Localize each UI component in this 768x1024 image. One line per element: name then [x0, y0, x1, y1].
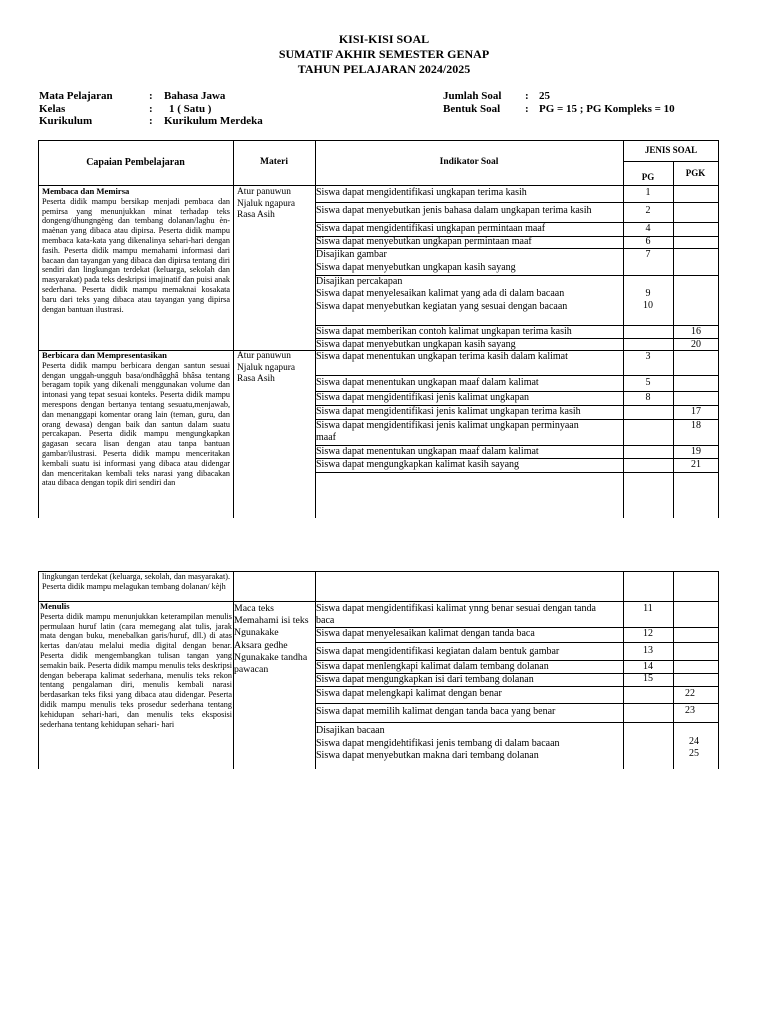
pg-16: 11 — [643, 603, 653, 614]
info-mapel: Mata Pelajaran : Bahasa Jawa — [39, 90, 226, 102]
materi-item: Memahami isi teks — [234, 615, 309, 627]
materi-item: Rasa Asih — [237, 374, 275, 384]
pg-6b: 10 — [643, 300, 653, 311]
indikator-21: Siswa dapat melengkapi kalimat dengan benar — [316, 688, 502, 699]
cp-berbicara-continued: lingkungan terdekat (keluarga, sekolah, dan masyarakat). Peserta didik mampu melagukan tembang dolanan/ kèjh — [42, 572, 230, 591]
pgk-23b: 25 — [689, 748, 699, 759]
indikator-6a: Disajikan percakapan — [316, 276, 403, 287]
header-materi: Materi — [260, 157, 288, 167]
indikator-11: Siswa dapat mengidentifikasi jenis kalimat ungkapan — [316, 392, 530, 403]
indikator-6b: Siswa dapat menyelesaikan kalimat yang ada di dalam bacaan — [316, 288, 565, 299]
pgk-15: 21 — [691, 459, 701, 470]
pgk-14: 19 — [691, 446, 701, 457]
indikator-8: Siswa dapat menyebutkan ungkapan kasih sayang — [316, 339, 516, 350]
header-jenis-soal: JENIS SOAL — [644, 145, 698, 155]
indikator-5b: Siswa dapat menyebutkan ungkapan kasih sayang — [316, 262, 516, 273]
document-subtitle: SUMATIF AKHIR SEMESTER GENAP — [278, 47, 490, 61]
cp-menulis-title: Menulis — [40, 601, 70, 611]
indikator-15: Siswa dapat mengungkapkan kalimat kasih sayang — [316, 459, 520, 470]
cp-berbicara-title: Berbicara dan Mempresentasikan — [42, 351, 167, 360]
pg-11: 8 — [645, 392, 651, 403]
indikator-14: Siswa dapat menentukan ungkapan maaf dalam kalimat — [316, 446, 539, 457]
materi-item: Atur panuwun — [237, 187, 291, 197]
indikator-1: Siswa dapat mengidentifikasi ungkapan terima kasih — [316, 187, 527, 198]
indikator-6c: Siswa dapat menyebutkan kegiatan yang sesuai dengan bacaan — [316, 301, 568, 312]
materi-item: Aksara gedhe — [234, 639, 288, 651]
header-pg: PG — [641, 172, 655, 182]
indikator-5a: Disajikan gambar — [316, 249, 387, 260]
materi-s2 — [237, 351, 295, 386]
pgk-7: 16 — [691, 326, 701, 337]
document-title: KISI-KISI SOAL — [338, 32, 430, 46]
pg-4: 6 — [645, 236, 651, 247]
indikator-19: Siswa dapat menlengkapi kalimat dalam tembang dolanan — [316, 661, 549, 672]
info-kurikulum: Kurikulum : Kurikulum Merdeka — [39, 115, 263, 127]
info-bentuk: Bentuk Soal : PG = 15 ; PG Kompleks = 10 — [443, 102, 675, 115]
indikator-16b: baca — [316, 615, 335, 626]
academic-year: TAHUN PELAJARAN 2024/2025 — [297, 62, 471, 76]
indikator-13a: Siswa dapat mengidentifikasi jenis kalimat ungkapan perminyaan — [316, 420, 579, 431]
info-kelas: Kelas : 1 ( Satu ) — [39, 102, 212, 115]
pgk-22: 23 — [685, 705, 695, 716]
indikator-23c: Siswa dapat menyebutkan makna dari tembang dolanan — [316, 750, 539, 761]
indikator-16a: Siswa dapat mengidentifikasi kalimat ynng benar sesuai dengan tanda — [316, 603, 596, 614]
indikator-12: Siswa dapat mengidentifikasi jenis kalimat ungkapan terima kasih — [316, 406, 581, 417]
pg-6: 9 — [645, 288, 651, 299]
cp-menulis-body: Peserta didik mampu menunjukkan keterampilan menulis permulaan huruf latin (cara memegang alat tulis, jarak mata dengan buku, menebalkan garis/huruf, dll.) di atas kertas dan/atau melalui media digital dengan benar. Peserta didik mengembangkan tulisan tangan yang semakin baik. Peserta didik mampu menulis teks deskripsi dengan beberapa kalimat sederhana, menulis teks rekon tentang pengalaman diri, menulis kembali narasi berdasarkan teks fiksi yang dibaca atau didengar. Peserta didik mampu menulis teks prosedur sederhana tentang kehidupan sehari-hari, dan menulis teks eksposisi sederhana tentang kehidupan sehari- hari — [40, 611, 232, 729]
materi-item: Maca teks — [234, 603, 274, 614]
materi-s3 — [234, 603, 309, 676]
header-capaian: Capaian Pembelajaran — [86, 157, 185, 168]
header-pgk: PGK — [685, 168, 706, 178]
pg-5: 7 — [645, 249, 651, 260]
pgk-13: 18 — [691, 420, 701, 431]
indikator-18: Siswa dapat mengidentifikasi kegiatan dalam bentuk gambar — [316, 646, 560, 657]
pg-20: 15 — [643, 673, 653, 684]
indikator-23b: Siswa dapat mengidehtifikasi jenis tembang di dalam bacaan — [316, 738, 560, 749]
pg-9: 3 — [645, 351, 651, 362]
indikator-4: Siswa dapat menyebutkan ungkapan permintaan maaf — [316, 236, 532, 247]
indikator-2: Siswa dapat menyebutkan jenis bahasa dalam ungkapan terima kasih — [316, 205, 592, 216]
pgk-12: 17 — [691, 406, 701, 417]
indikator-7: Siswa dapat memberikan contoh kalimat ungkapan terima kasih — [316, 326, 572, 337]
cp-membaca-body: Peserta didik mampu bersikap menjadi pembaca dan pemirsa yang menunjukkan minat terhadap teks dongeng/dhungngèng dan tembang dolanan/laghu èn-maènan yang dibaca atau dipirsa. Peserta didik mampu membaca kata-kata yang dikenalinya sehari-hari dengan fasih. Peserta didik mampu memahami informasi dari bacaan dan tayangan yang dibaca dan dipirsa tentang diri sendiri dan lingkungan terdekat (keluarga, sekolah dan masyarakat) pada teks deskripsi imajinatif dan puisi anak sederhana. Peserta didik mampu memaknai kosakata baru dari teks yang dibaca atau tayangan yang dipirsa dengan bantuan ilustrasi. — [42, 196, 230, 314]
indikator-20: Siswa dapat mengungkapkan isi dari tembang dolanan — [316, 674, 534, 685]
info-jumlah: Jumlah Soal : 25 — [443, 90, 550, 102]
indikator-13b: maaf — [316, 432, 336, 443]
header-indikator: Indikator Soal — [439, 157, 499, 167]
pg-10: 5 — [645, 377, 651, 388]
materi-item: Njaluk ngapura — [237, 362, 296, 373]
pg-17: 12 — [643, 628, 653, 639]
materi-item: Atur panuwun — [237, 351, 291, 361]
indikator-23a: Disajikan bacaan — [316, 725, 385, 736]
indikator-22: Siswa dapat memilih kalimat dengan tanda baca yang benar — [316, 706, 556, 717]
pgk-21: 22 — [685, 688, 695, 699]
cp-membaca — [42, 187, 230, 314]
pg-1: 1 — [645, 187, 651, 198]
pg-19: 14 — [643, 661, 653, 672]
materi-item: Ngunakake tandha — [234, 651, 308, 663]
pg-2: 2 — [645, 205, 651, 216]
materi-s1 — [237, 187, 295, 222]
materi-item: pawacan — [234, 664, 269, 676]
cp-berbicara — [42, 351, 230, 517]
pg-3: 4 — [645, 223, 651, 234]
materi-item: Rasa Asih — [237, 210, 275, 220]
indikator-3: Siswa dapat mengidentifikasi ungkapan permintaan maaf — [316, 223, 546, 234]
pg-18: 13 — [643, 645, 653, 656]
indikator-10: Siswa dapat menentukan ungkapan maaf dalam kalimat — [316, 377, 539, 388]
materi-item: Njaluk ngapura — [237, 198, 296, 209]
indikator-9: Siswa dapat menentukan ungkapan terima kasih dalam kalimat — [316, 351, 568, 362]
cp-menulis — [40, 602, 232, 729]
cp-membaca-title: Membaca dan Memirsa — [42, 186, 130, 196]
cp-berbicara-body: Peserta didik mampu berbicara dengan santun sesuai dengan unggah-ungguh basa/ondhâgghâ bhâsa tentang beragam topik yang dikenali menggunakan volume dan intonasi yang tepat sesuai konteks. Peserta didik mampu merespons dengan bertanya tentang sesuatu,menjawab, dan menanggapi komentar orang lain (teman, guru, dan orang dewasa) dengan baik dan santun dalam suatu percakapan. Peserta didik mampu mengungkapkan gagasan secara lisan dengan atau tanpa bantuan gambar/ilustrasi. Peserta didik mampu menceritakan kembali suatu isi informasi yang dibaca atau didengar dan menceritakan kembali teks narasi yang dibacakan atau dibaca dengan topik diri sendiri dan — [42, 360, 230, 488]
materi-item: Ngunakake — [234, 627, 279, 639]
indikator-17: Siswa dapat menyelesaikan kalimat dengan tanda baca — [316, 628, 535, 639]
pgk-23: 24 — [689, 736, 699, 747]
pgk-8: 20 — [691, 339, 701, 350]
